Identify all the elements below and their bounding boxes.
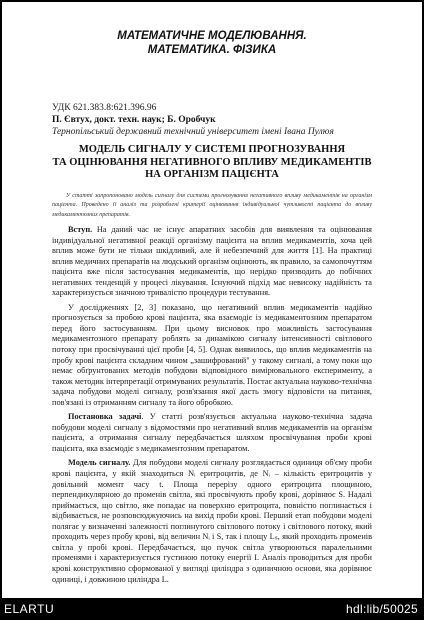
model-text: Для побудови моделі сигналу розглядається одиниця об'єму проби крові пацієнта, у якій знаходиться Nᵢ еритроцитів, де Nᵢ – кількість еритроцитів у довільний момент часу t. Площа перерізу одного еритроцита площиною, перпендикулярною до променів світла, які просвічують пробу крові, дорівнює S. Надалі приймається, що світло, яке попадає на поверхню еритроцита, повністю поглинається і відбивається, не розповсюджуючись на вихід проби крові. Перший етап побудови моделі полягає у визначенні залежності поглинутого світлового потоку і світлового потоку, який проходить через пробу крові, від величин Nᵢ і S, так і площу Lₛ, який проходить променів світла у пробі крові. Передбачається, що пучок світла утворюються паралельними променями і характеризується густиною потоку енергії I. Аналіз проводиться для проби крові конструктивно сформованої у вигляді циліндра з одиничною основи, яка дорівнює одиниці, і довжиною циліндра L. [52,458,372,584]
intro-text: На даний час не існує апаратних засобів для виявлення та оцінювання індивідуальної негативної реакції організму пацієнта на вплив медикаментів, хоча цей вплив може бути не тільки шкідливий, але й небезпечний для життя [1]. На практиці вплив медичних препаратів на людський організм оцінюють, як правило, за самопочуттям пацієнта вже після застосування медикаментів, що нерідко призводить до побічних негативних тенденцій у процесі лікування. Існуючий підхід має невисоку надійність та характеризується значною тривалістю процедури тестування. [52,225,372,298]
paragraph-intro [52,225,372,299]
paper-title-line-3: НА ОРГАНІЗМ ПАЦІЄНТА [145,169,279,180]
udc-code: УДК 621.383.8:621.396.96 [52,103,157,113]
paragraph-research: У дослідженнях [2, 3] показано, що негативний вплив медикаментів надійно прогнозується за пробою крові пацієнта, яка взаємодіє із медикаментозним препаратом перед його застосуванням. При цьому висновок про можливість застосування медикаментозного препарату роблять за динамікою сигналу інтенсивності світлового потоку при просвічуванні цієї проби [4, 5]. Однак виявилось, що вплив медикаментів на пробу крові пацієнта складним чином „зашифрований" у такому сигналі, а тому поки що немає обґрунтованих методів побудови відповідного вимірювального експерименту, а також методик інтерпретації отримуваних результатів. Постає актуальна науково-технічна задача побудови моделі сигналу, розв'язання якої дасть змогу відповісти на питання, пов'язані із отриманням сигналу та його обробкою. [52,302,372,407]
paragraph-task [52,412,372,454]
authors: П. Євтух, докт. техн. наук; Б. Оробчук [52,115,216,125]
document-page [2,2,422,598]
task-heading: Постановка задачі [68,412,142,422]
journal-section-title [2,30,422,57]
footer-handle: hdl:lib/50025 [346,602,418,616]
intro-heading: Вступ. [68,225,93,234]
model-heading: Модель сигналу. [68,458,131,468]
journal-title-line-2: МАТЕМАТИКА. ФІЗИКА [147,43,277,56]
task-text: . У статті розв'язується актуальна науково-технічна задача побудови моделі сигналу з відомостями про негативний вплив медикаментів на організм пацієнта, а отримання сигналу передбачається шляхом просвічування проби крові пацієнта, яка взаємодіє з медикаментозним препаратом. [52,412,373,453]
footer-repository-label: ELARTU [4,602,55,616]
article-body [52,225,372,589]
journal-title-line-1: МАТЕМАТИЧНЕ МОДЕЛЮВАННЯ. [117,30,307,42]
footer-bar [0,598,424,620]
paragraph-model [52,458,372,585]
paper-title-line-2: ТА ОЦІНЮВАННЯ НЕГАТИВНОГО ВПЛИВУ МЕДИКАМЕНТІВ [52,156,372,168]
abstract: У статті запропоновано модель сигналу для системи прогнозування негативного впливу медикаментів на організм пацієнта. Проведено її аналіз та розроблені критерії оцінювання індивідуальної чутливості пацієнта до впливу медикаментозних препаратів. [52,193,372,218]
affiliation: Тернопільський державний технічний університет імені Івана Пулюя [52,127,334,137]
paper-title [48,144,376,182]
paper-title-line-1: МОДЕЛЬ СИГНАЛУ У СИСТЕМІ ПРОГНОЗУВАННЯ [78,144,346,155]
